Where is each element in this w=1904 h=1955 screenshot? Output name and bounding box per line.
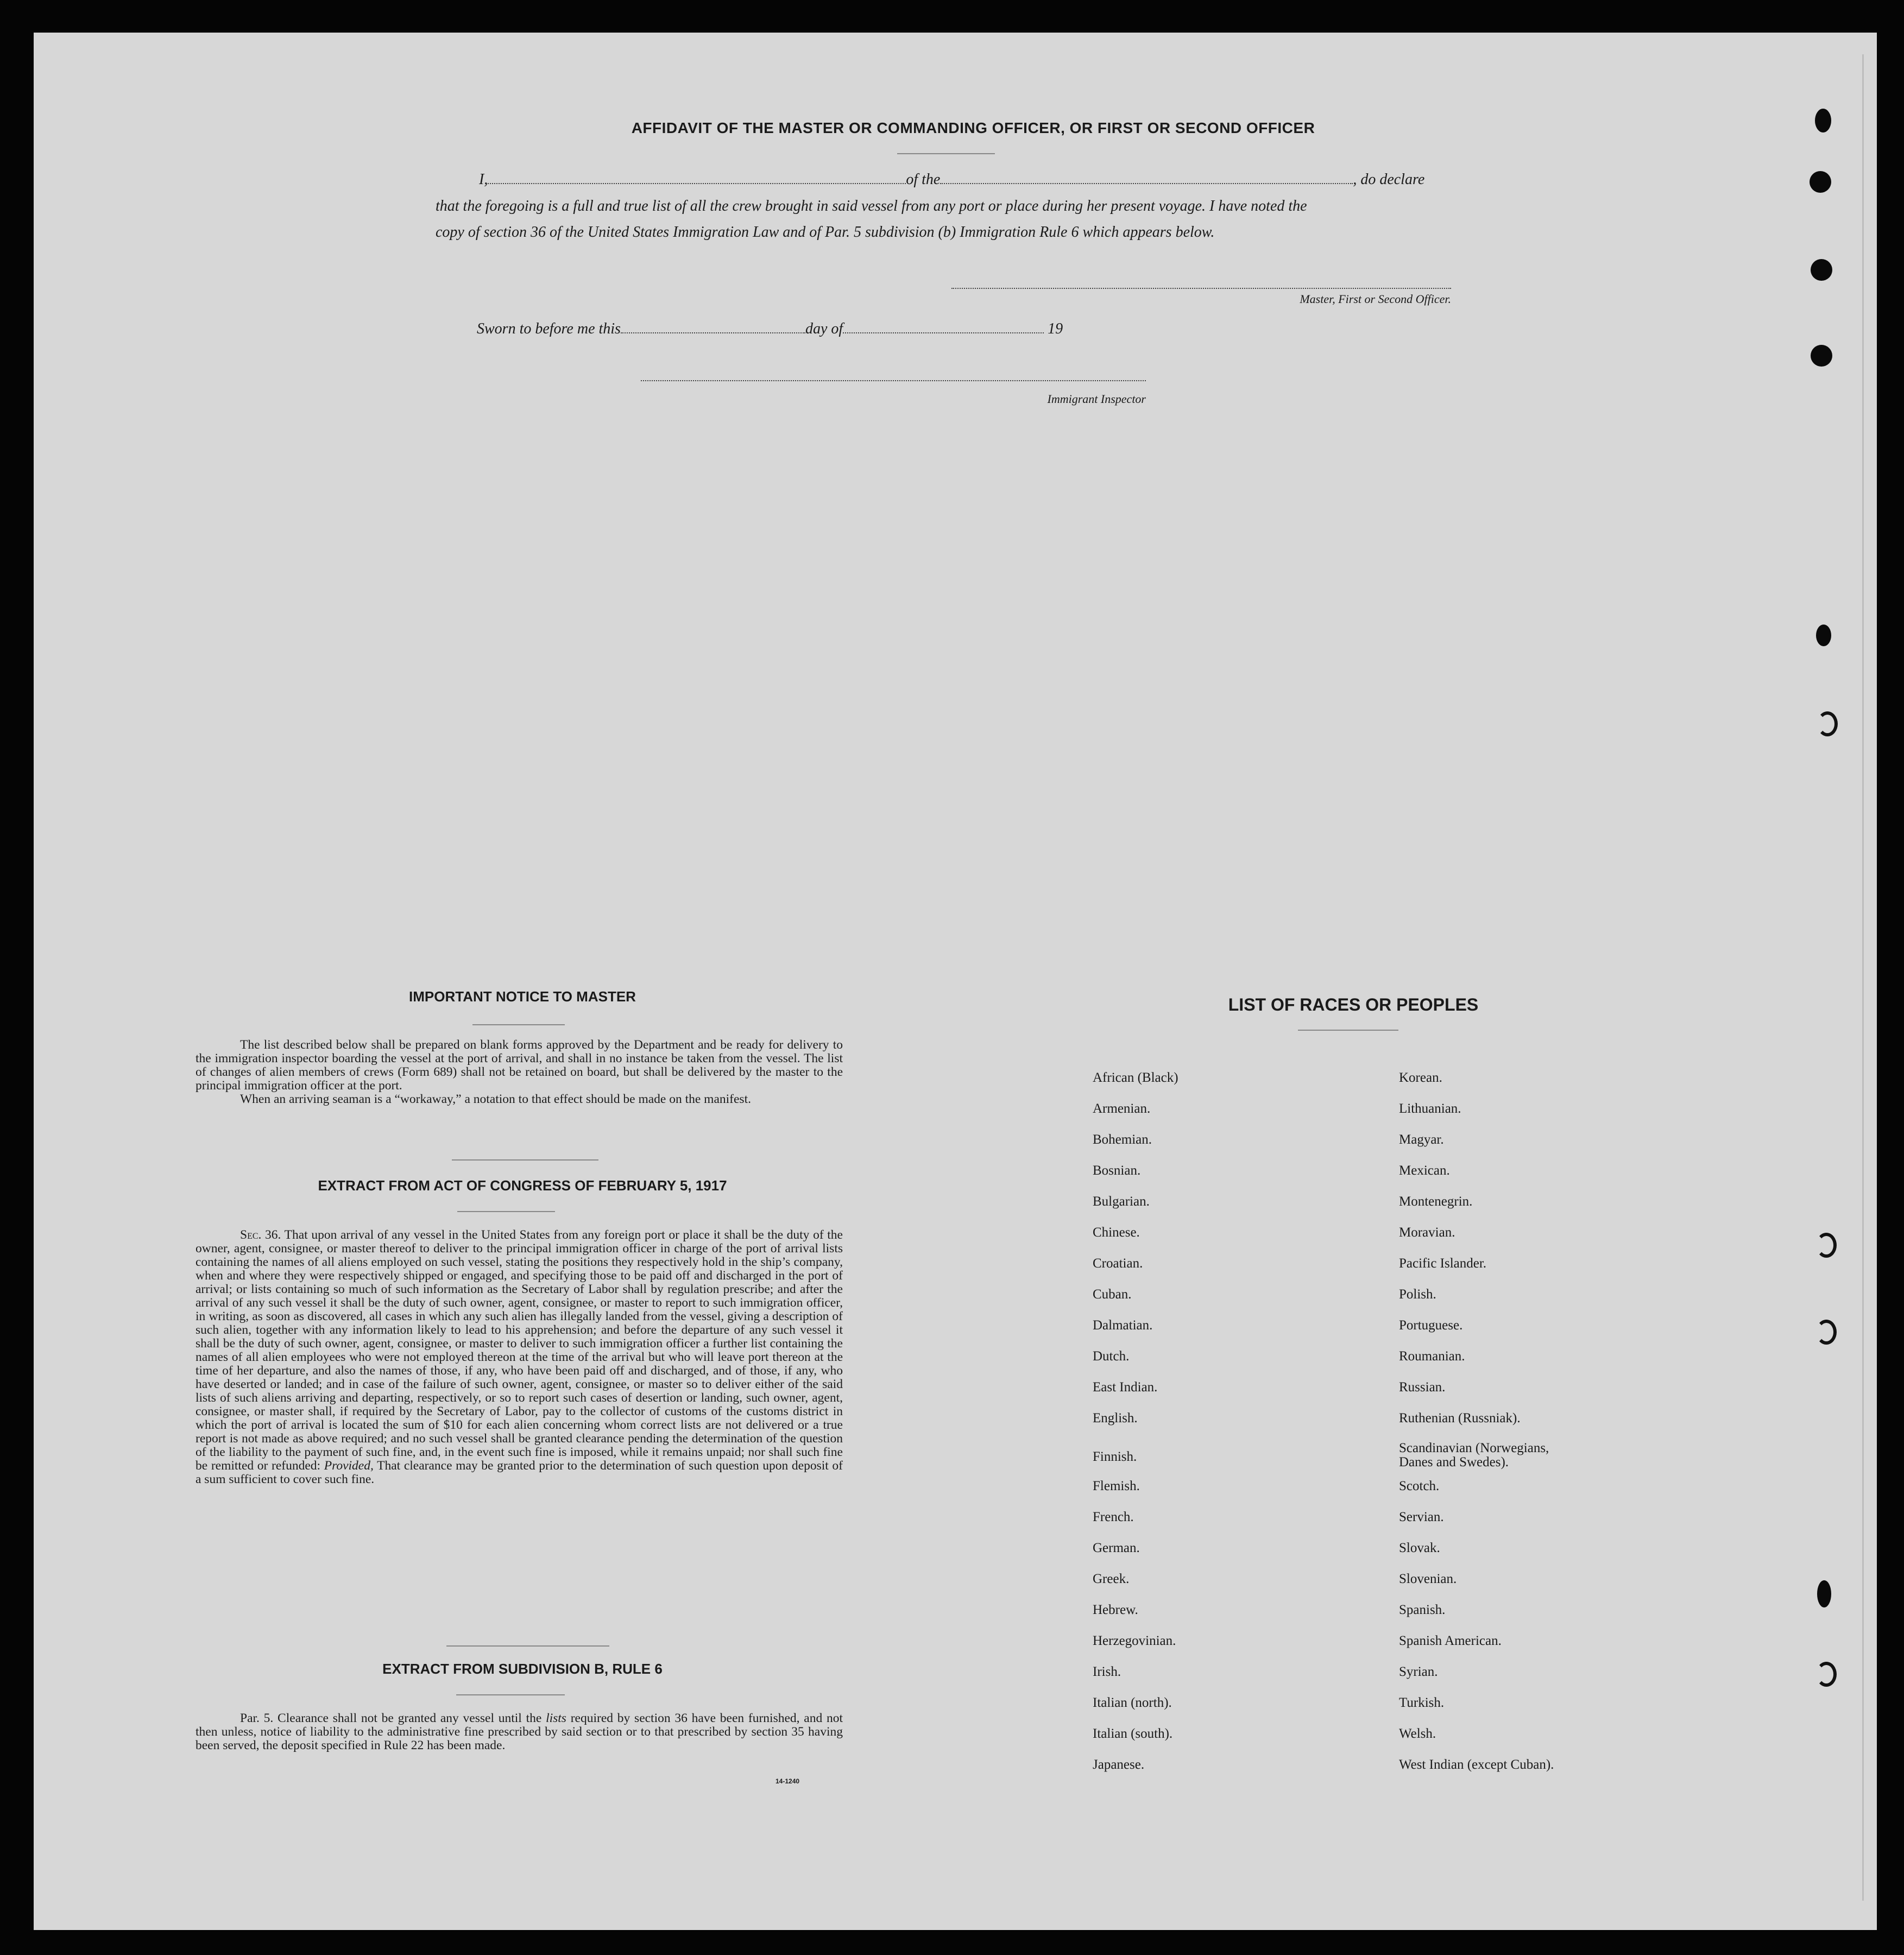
sworn-line: [477, 320, 1063, 338]
act-extract-end-divider: [446, 1645, 609, 1647]
manifest-page: [34, 33, 1877, 1930]
inspector-signature-line[interactable]: [641, 379, 1146, 381]
master-signature-caption: Master, First or Second Officer.: [1300, 292, 1451, 306]
notice-title: IMPORTANT NOTICE TO MASTER: [409, 988, 636, 1005]
race-item: Ruthenian (Russniak).: [1399, 1411, 1521, 1426]
race-item: West Indian (except Cuban).: [1399, 1757, 1554, 1772]
race-item: Scotch.: [1399, 1479, 1440, 1493]
notice-end-divider: [452, 1159, 598, 1161]
race-item: Turkish.: [1399, 1695, 1445, 1710]
races-title: LIST OF RACES OR PEOPLES: [1228, 995, 1479, 1014]
race-item: Bohemian.: [1093, 1132, 1152, 1147]
master-signature-line[interactable]: [951, 287, 1451, 289]
punch-hole-ring: [1816, 1320, 1837, 1345]
sworn-year: 19: [1048, 320, 1063, 337]
race-item: Cuban.: [1093, 1287, 1132, 1302]
race-item: Spanish American.: [1399, 1634, 1502, 1648]
race-item: English.: [1093, 1411, 1138, 1426]
race-item: Slovenian.: [1399, 1572, 1457, 1586]
races-divider: [1298, 1030, 1398, 1031]
race-item: French.: [1093, 1510, 1134, 1524]
race-item: Finnish.: [1093, 1449, 1137, 1464]
act-extract-title: EXTRACT FROM ACT OF CONGRESS OF FEBRUARY 5, 1917: [318, 1177, 727, 1194]
races-column-left: [1093, 1070, 1178, 1788]
sworn-month-blank[interactable]: [843, 320, 1044, 333]
punch-hole: [1811, 259, 1832, 281]
race-item: Magyar.: [1399, 1132, 1444, 1147]
race-item: Bosnian.: [1093, 1163, 1141, 1178]
punch-hole-ring: [1816, 1662, 1837, 1687]
race-item: Japanese.: [1093, 1757, 1145, 1772]
title-divider: [897, 153, 995, 154]
race-item: Hebrew.: [1093, 1603, 1138, 1617]
notice-paragraph-2: When an arriving seaman is a “workaway,” a notation to that effect should be made on the manifest.: [240, 1092, 751, 1106]
race-item: Portuguese.: [1399, 1318, 1463, 1333]
race-item: Roumanian.: [1399, 1349, 1465, 1364]
race-item: Lithuanian.: [1399, 1101, 1461, 1116]
race-item: African (Black): [1093, 1070, 1178, 1085]
race-item: East Indian.: [1093, 1380, 1158, 1395]
rule-extract-title: EXTRACT FROM SUBDIVISION B, RULE 6: [382, 1661, 663, 1677]
affidavit-title: AFFIDAVIT OF THE MASTER OR COMMANDING OFFICER, OR FIRST OR SECOND OFFICER: [631, 119, 1315, 136]
race-item: Syrian.: [1399, 1664, 1438, 1679]
race-item: Russian.: [1399, 1380, 1446, 1395]
punch-hole: [1816, 625, 1831, 646]
sec-36-text-end: That clearance may be granted prior to the determination of such question upon deposit of a sum sufficient to cover such fine.: [196, 1459, 843, 1486]
notice-paragraph-1: The list described below shall be prepared on blank forms approved by the Department and be ready for delivery to the immigration inspector boarding the vessel at the port of arrival, and shall in no instance be taken from the vessel. The list of changes of alien members of crews (Form 689) shall not be retained on board, but shall be delivered by the master to the principal immigration officer at the port.: [196, 1038, 843, 1093]
name-blank[interactable]: [488, 171, 906, 184]
race-item: Servian.: [1399, 1510, 1444, 1524]
race-item: Slovak.: [1399, 1541, 1440, 1555]
declaration-do-declare-label: , do declare: [1353, 171, 1425, 188]
punch-hole-ring: [1816, 1233, 1837, 1258]
declaration-i-label: I,: [479, 171, 488, 188]
race-item: Dalmatian.: [1093, 1318, 1153, 1333]
race-item: Dutch.: [1093, 1349, 1130, 1364]
punch-hole: [1811, 345, 1832, 367]
sec-36-text: That upon arrival of any vessel in the United States from any foreign port or place it shall be the duty of the owner, agent, consignee, or master thereof to deliver to the principal immigration officer in charge of the port of arrival lists containing the names of all aliens employed on such vessel, stating the positions they respectively hold in the ship’s company, when and where they were respectively shipped or engaged, and specifying those to be paid off and discharged in the port of arrival; or lists containing so much of such information as the Secretary of Labor shall by regulation prescribe; and after the arrival of any such vessel it shall be the duty of such owner, agent, consignee, or master to report to such immigration officer, in writing, as soon as discovered, all cases in which any such alien has illegally landed from the vessel, giving a description of such alien, together with any information likely to lead to his apprehension; and before the departure of any such vessel it shall be the duty of such owner, agent, consignee, or master to deliver to such immigration officer a further list containing the names of all alien employees who were not employed thereon at the time of the arrival but who will leave port thereon at the time of her departure, and also the names of those, if any, who have been paid off and discharged, and of those, if any, who have deserted or landed; and in case of the failure of such owner, agent, consignee, or master so to deliver either of the said lists of such aliens arriving and departing, respectively, or so to report such cases of desertion or landing, such owner, agent, consignee, or master shall, if required by the Secretary of Labor, pay to the collector of customs of the customs district in which the port of arrival is located the sum of $10 for each alien concerning whom correct lists are not delivered or a true report is not made as above required; and no such vessel shall be granted clearance pending the determination of the question of the liability to the payment of such fine, and, in the event such fine is imposed, while it remains unpaid; nor shall such fine be remitted or refunded:: [196, 1228, 843, 1473]
punch-hole: [1815, 109, 1831, 133]
race-item: Bulgarian.: [1093, 1194, 1150, 1209]
race-item: Korean.: [1399, 1070, 1442, 1085]
race-item: Flemish.: [1093, 1479, 1140, 1493]
race-item: Polish.: [1399, 1287, 1436, 1302]
race-item: Croatian.: [1093, 1256, 1143, 1271]
sec-36-label: Sec. 36.: [240, 1228, 281, 1242]
rule-extract-body: [196, 1712, 843, 1752]
affidavit-line-2: that the foregoing is a full and true list of all the crew brought in said vessel from any port or place during her present voyage. I have noted the: [436, 198, 1307, 215]
race-item: Irish.: [1093, 1664, 1121, 1679]
race-item: Herzegovinian.: [1093, 1634, 1176, 1648]
rule-extract-divider: [456, 1694, 565, 1695]
lists-word: lists: [546, 1711, 566, 1725]
declaration-of-the-label: of the: [906, 171, 941, 188]
provided-word: Provided,: [324, 1459, 374, 1473]
races-column-right: [1399, 1070, 1554, 1788]
notice-divider: [472, 1024, 565, 1025]
rule-text-start: Par. 5. Clearance shall not be granted any vessel until the: [240, 1711, 542, 1725]
punch-hole: [1810, 171, 1831, 193]
inspector-signature-caption: Immigrant Inspector: [1047, 392, 1146, 406]
race-item: Italian (north).: [1093, 1695, 1172, 1710]
race-item: Armenian.: [1093, 1101, 1151, 1116]
sworn-day-of: day of: [805, 320, 843, 337]
race-item: German.: [1093, 1541, 1140, 1555]
race-item: Chinese.: [1093, 1225, 1140, 1240]
form-number: 14-1240: [776, 1777, 800, 1785]
sworn-day-blank[interactable]: [621, 320, 805, 333]
punch-hole: [1817, 1580, 1831, 1607]
affidavit-line-3: copy of section 36 of the United States Immigration Law and of Par. 5 subdivision (b) Immigration Rule 6 which appears below.: [436, 224, 1215, 241]
page-edge-line: [1862, 54, 1864, 1901]
race-item: Mexican.: [1399, 1163, 1450, 1178]
race-item: Pacific Islander.: [1399, 1256, 1487, 1271]
notice-body: [196, 1038, 843, 1106]
act-extract-divider: [457, 1211, 555, 1212]
race-item: Welsh.: [1399, 1726, 1436, 1741]
sworn-prefix: Sworn to before me this: [477, 320, 621, 337]
race-item: Spanish.: [1399, 1603, 1446, 1617]
punch-hole-ring: [1817, 711, 1838, 736]
race-item: Italian (south).: [1093, 1726, 1173, 1741]
rule-text-end: required by section 36 have been furnished, and not then unless, notice of liability to the administrative fine prescribed by said section or to that prescribed by section 35 having been served, the deposit specified in Rule 22 has been made.: [196, 1711, 843, 1752]
vessel-blank[interactable]: [940, 171, 1353, 184]
race-item: Scandinavian (Norwegians, Danes and Swedes).: [1399, 1441, 1549, 1470]
affidavit-declaration-line: [479, 171, 1424, 188]
race-item: Greek.: [1093, 1572, 1130, 1586]
race-item: Montenegrin.: [1399, 1194, 1473, 1209]
race-item: Moravian.: [1399, 1225, 1455, 1240]
act-extract-body: [196, 1228, 843, 1486]
